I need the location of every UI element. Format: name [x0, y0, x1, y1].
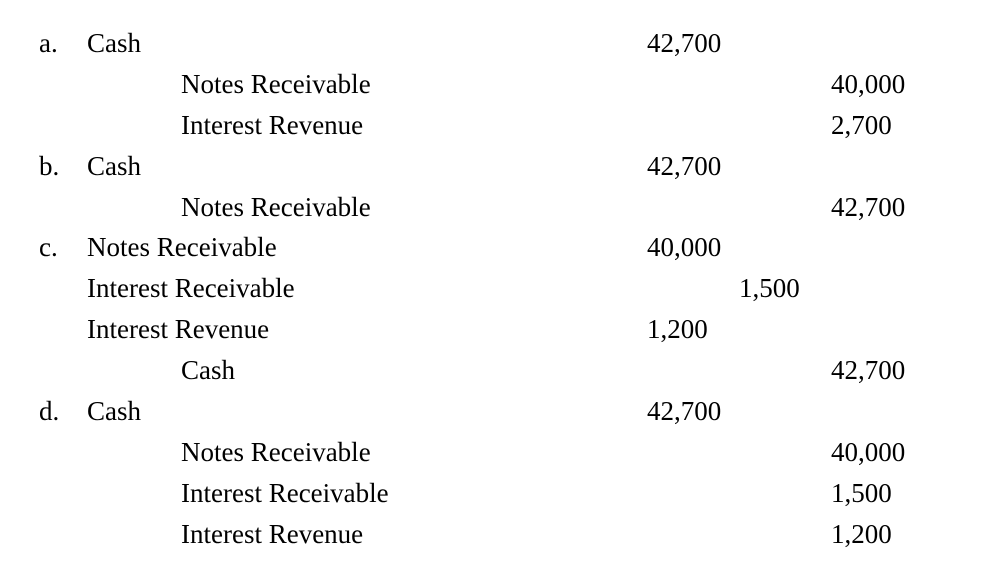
debit-amount: 1,200: [647, 314, 708, 344]
account-name: Notes Receivable: [181, 69, 371, 99]
option-c-line-4: [0, 350, 996, 391]
account-name: Cash: [87, 151, 141, 181]
account-name: Notes Receivable: [181, 192, 371, 222]
account-name: Cash: [87, 28, 141, 58]
debit-amount: 42,700: [647, 28, 722, 58]
credit-amount: 1,500: [831, 478, 892, 508]
account-name: Notes Receivable: [87, 232, 277, 262]
credit-amount: 2,700: [831, 110, 892, 140]
account-name: Cash: [87, 396, 141, 426]
option-d-line-1: [0, 391, 996, 432]
option-c-line-1: [0, 227, 996, 268]
option-b-line-2: [0, 187, 996, 228]
debit-amount: 42,700: [647, 151, 722, 181]
credit-amount: 42,700: [831, 355, 906, 385]
option-a-line-1: [0, 23, 996, 64]
amount: 1,500: [739, 273, 800, 303]
credit-amount: 40,000: [831, 437, 906, 467]
option-d-line-2: [0, 432, 996, 473]
account-name: Interest Revenue: [181, 519, 364, 549]
account-name: Interest Revenue: [87, 314, 270, 344]
option-d-line-4: [0, 514, 996, 555]
option-a-line-2: [0, 64, 996, 105]
option-b-line-1: [0, 146, 996, 187]
debit-amount: 42,700: [647, 396, 722, 426]
account-name: Cash: [181, 355, 235, 385]
option-c-line-3: [0, 309, 996, 350]
option-d-line-3: [0, 473, 996, 514]
option-letter: c.: [39, 232, 58, 262]
account-name: Interest Revenue: [181, 110, 364, 140]
account-name: Interest Receivable: [181, 478, 389, 508]
option-letter: b.: [39, 151, 60, 181]
credit-amount: 1,200: [831, 519, 892, 549]
credit-amount: 40,000: [831, 69, 906, 99]
credit-amount: 42,700: [831, 192, 906, 222]
option-a-line-3: [0, 105, 996, 146]
debit-amount: 40,000: [647, 232, 722, 262]
account-name: Interest Receivable: [87, 273, 295, 303]
option-letter: d.: [39, 396, 60, 426]
account-name: Notes Receivable: [181, 437, 371, 467]
option-c-line-2: [0, 268, 996, 309]
option-letter: a.: [39, 28, 58, 58]
